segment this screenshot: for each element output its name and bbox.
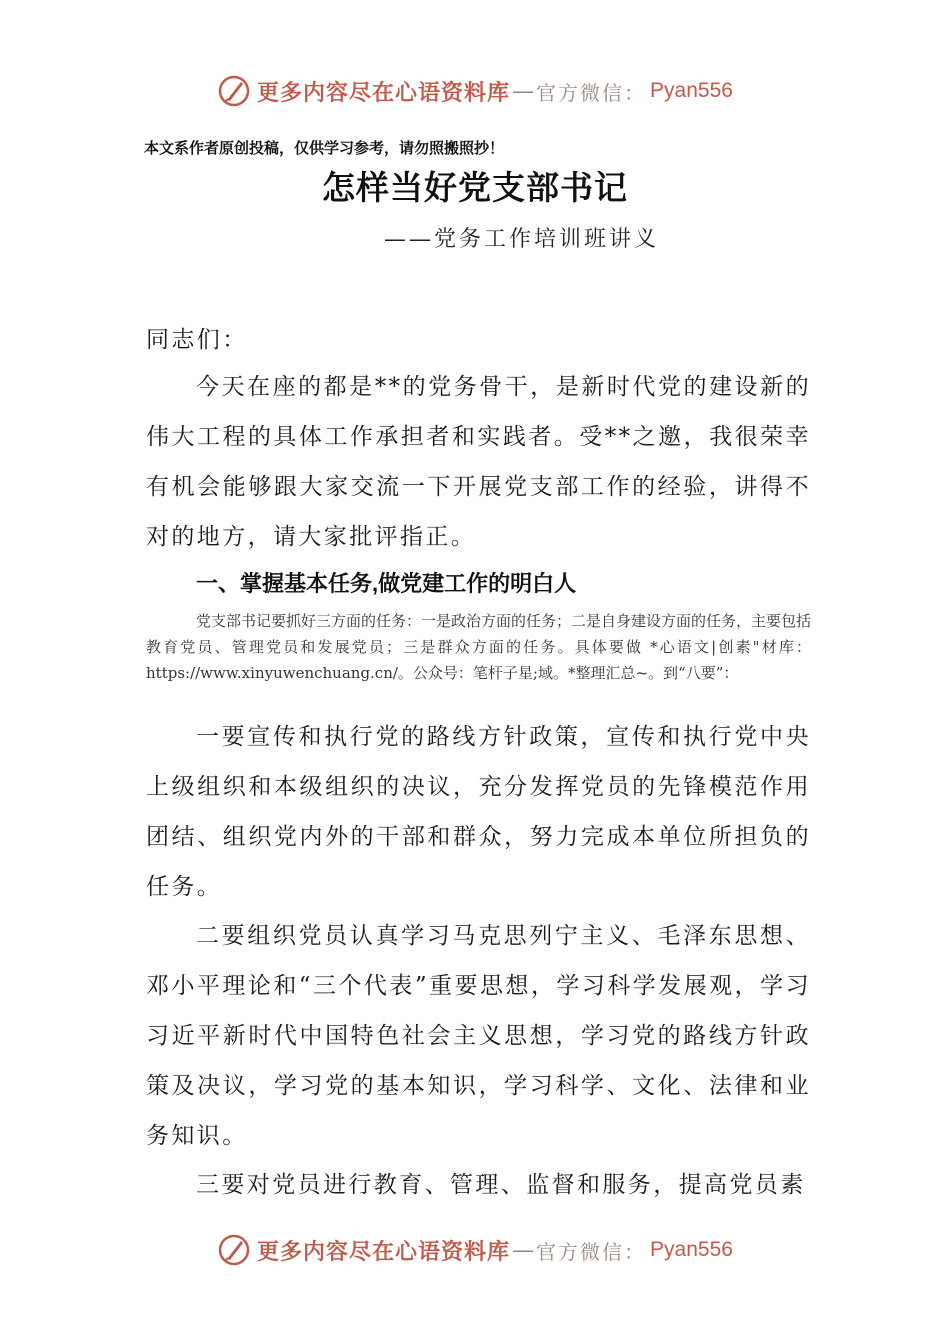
banner-wechat-label: 官方微信：	[536, 1239, 647, 1264]
footer-banner	[0, 1233, 950, 1267]
banner-text: 更多内容尽在心语资料库	[257, 1238, 511, 1265]
document-title: 怎样当好党支部书记	[322, 168, 628, 207]
banner-wechat-id: Pyan556	[650, 79, 733, 102]
banner-separator: —	[512, 78, 535, 104]
paragraph-second-requirement: 二要组织党员认真学习马克思列宁主义、毛泽东思想、邓小平理论和“三个代表”重要思想，学习科学发展观，学习习近平新时代中国特色社会主义思想，学习党的路线方针政策及决议，学习党的基本知识，学习科学、文化、法律和业务知识。	[146, 923, 811, 1149]
copyright-notice: 本文系作者原创投稿，仅供学习参考，请勿照搬照抄！	[144, 139, 505, 157]
quill-logo-icon	[217, 74, 251, 108]
document-subtitle: ——党务工作培训班讲义	[384, 227, 660, 252]
banner-wechat-id: Pyan556	[650, 1238, 733, 1261]
quill-logo-icon	[217, 1233, 251, 1267]
banner-separator: —	[512, 1237, 535, 1263]
paragraph-first-requirement: 一要宣传和执行党的路线方针政策，宣传和执行党中央上级组织和本级组织的决议，充分发挥党员的先锋模范作用团结、组织党内外的干部和群众，努力完成本单位所担负的任务。	[146, 724, 811, 900]
greeting: 同志们：	[146, 327, 248, 353]
paragraph-third-requirement: 三要对党员进行教育、管理、监督和服务，提高党员素	[196, 1172, 806, 1198]
small-paragraph: 党支部书记要抓好三方面的任务：一是政治方面的任务；二是自身建设方面的任务，主要包括教育党员、管理党员和发展党员；三是群众方面的任务。具体要做 *心语文|创素"材库：https://www.xinyuwenchuang.cn/。公众号：笔杆子星;域。*整理汇总~。到“八要”：	[146, 612, 812, 682]
banner-text: 更多内容尽在心语资料库	[257, 79, 511, 106]
banner-wechat-label: 官方微信：	[536, 80, 647, 105]
paragraph-intro: 今天在座的都是**的党务骨干，是新时代党的建设新的伟大工程的具体工作承担者和实践者。受**之邀，我很荣幸有机会能够跟大家交流一下开展党支部工作的经验，讲得不对的地方，请大家批评指正。	[146, 374, 811, 550]
section-heading: 一、掌握基本任务,做党建工作的明白人	[196, 571, 577, 596]
header-banner	[0, 74, 950, 108]
